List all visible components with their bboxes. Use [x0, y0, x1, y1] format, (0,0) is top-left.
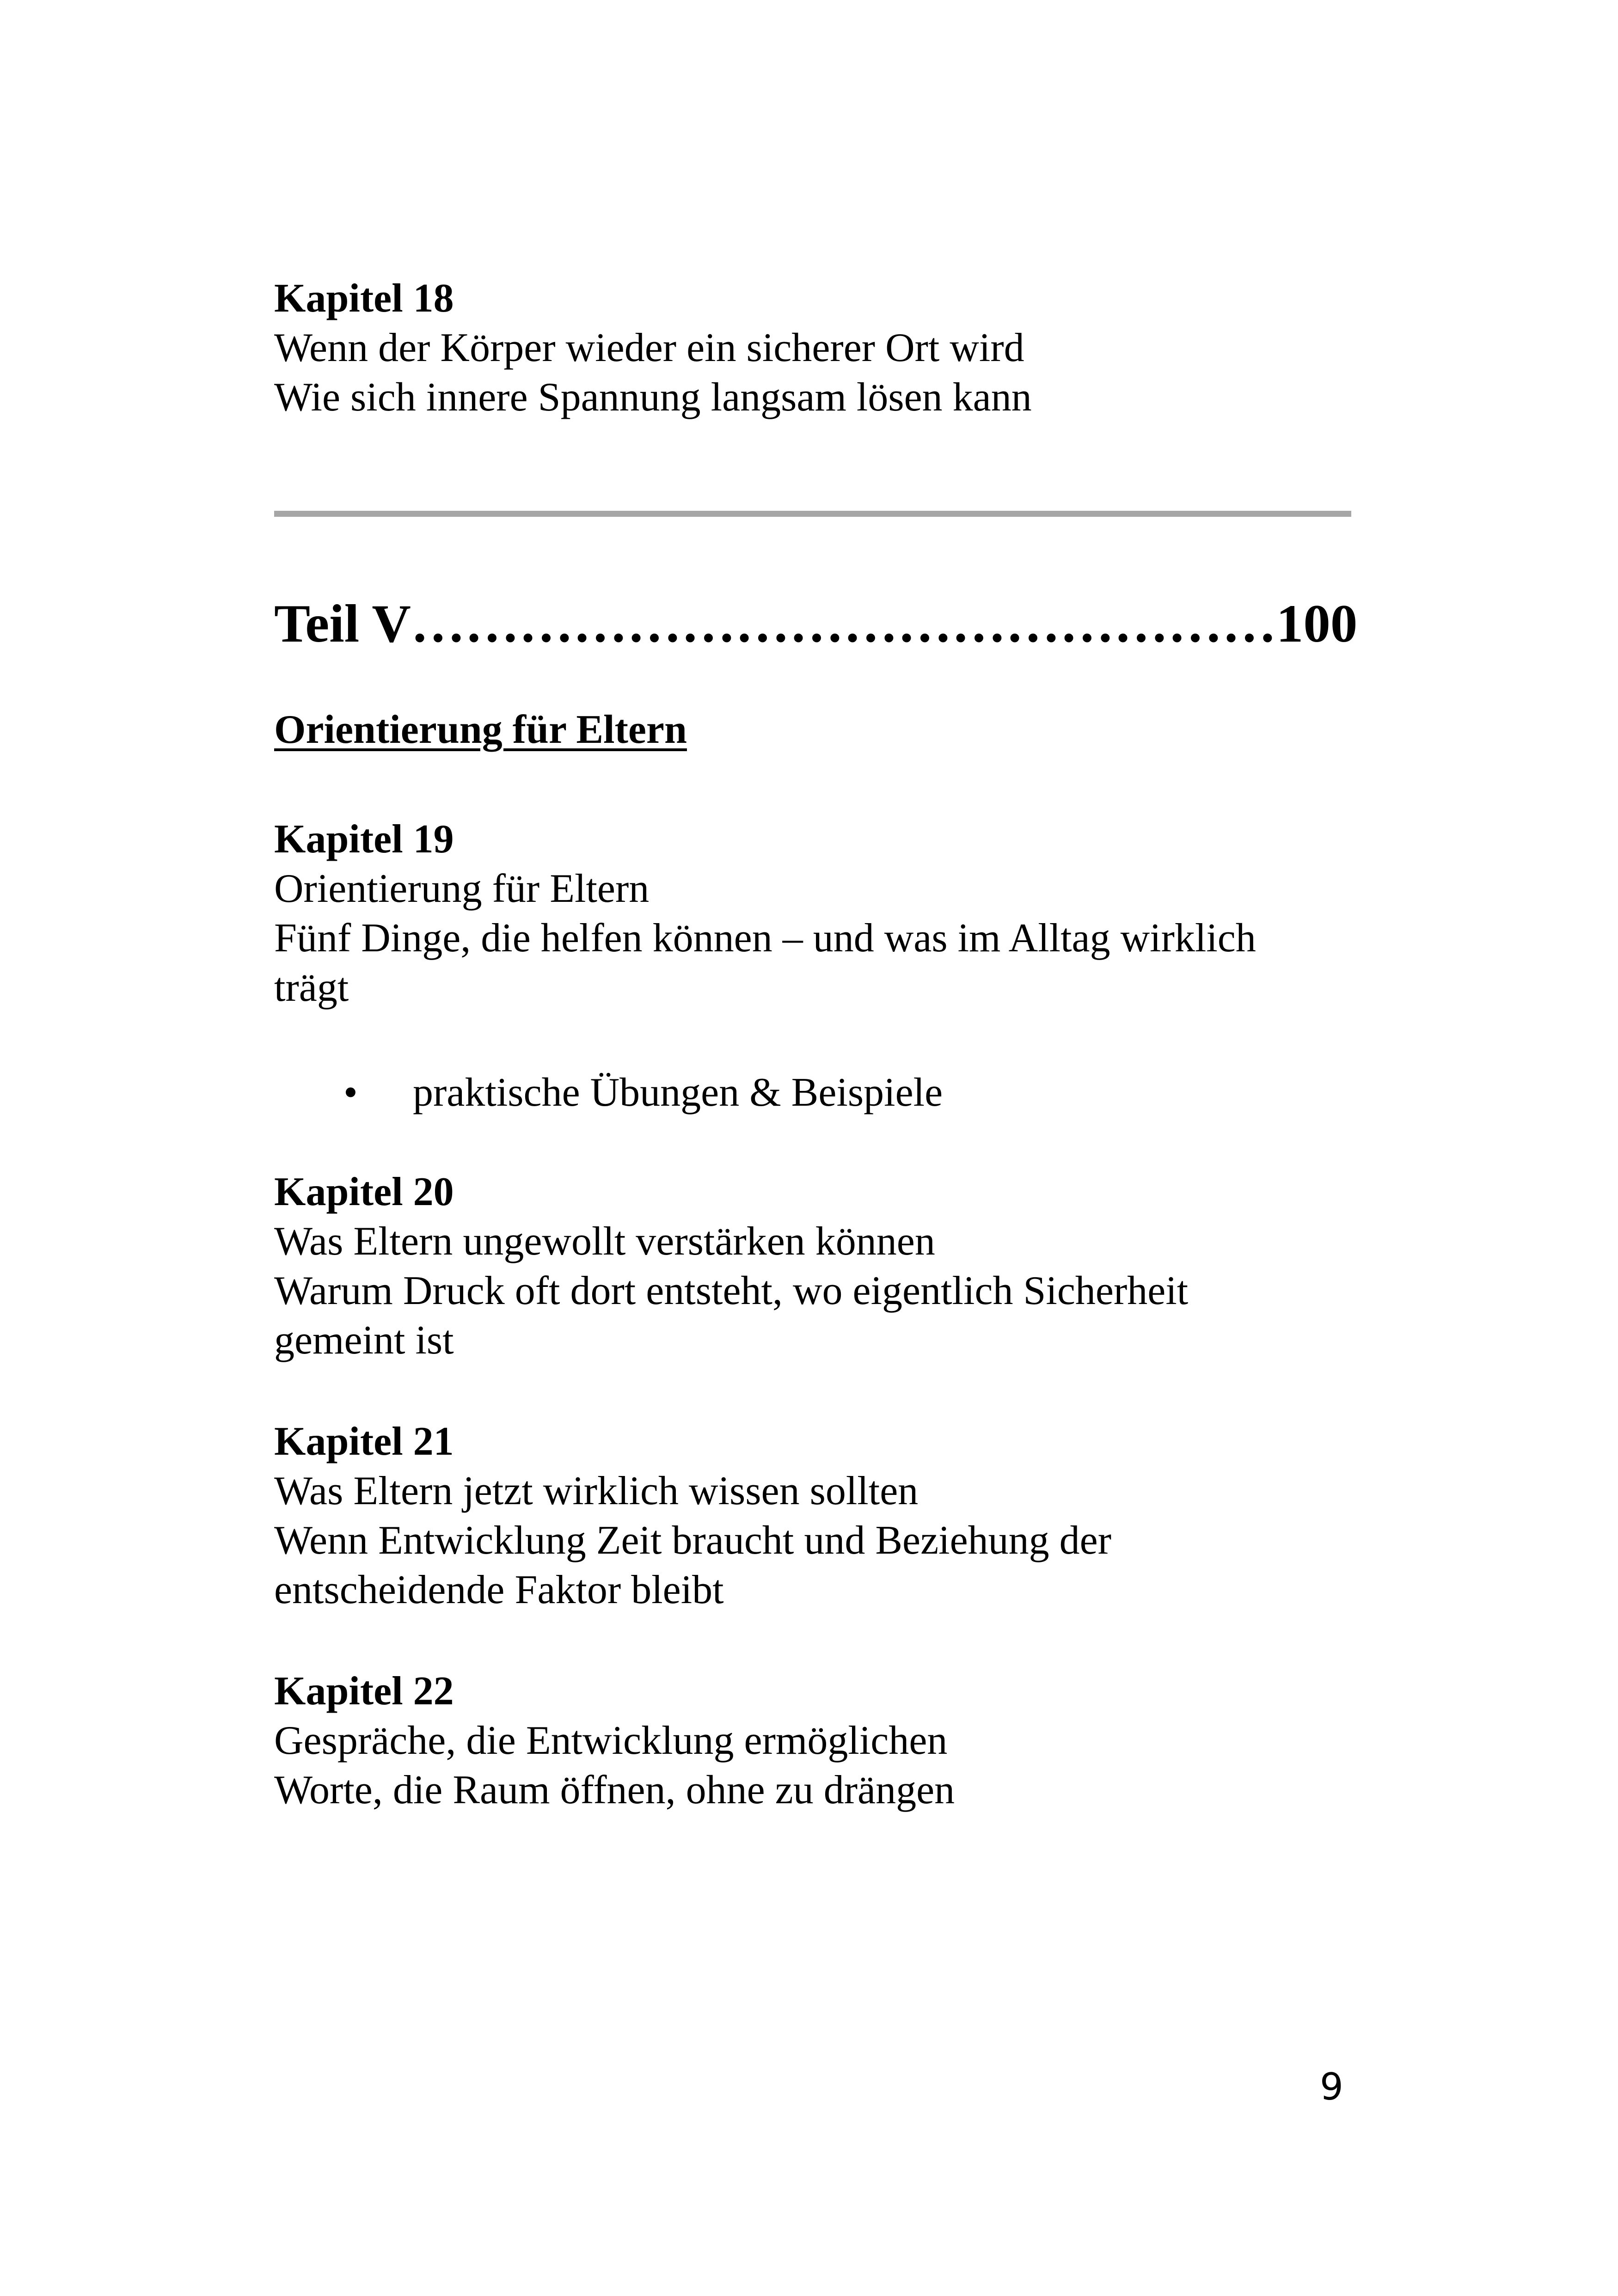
chapter-22-entry	[274, 1666, 1361, 1815]
section-title-block	[274, 705, 1361, 754]
chapter-subtitle: Worte, die Raum öffnen, ohne zu drängen	[274, 1768, 955, 1812]
chapter-subtitle: Warum Druck oft dort entsteht, wo eigentlich Sicherheit	[274, 1268, 1189, 1313]
chapter-19-entry	[274, 814, 1361, 1012]
section-divider	[274, 511, 1351, 517]
chapter-subtitle: Wenn Entwicklung Zeit braucht und Beziehung der	[274, 1518, 1112, 1563]
chapter-heading: Kapitel 21	[274, 1419, 454, 1464]
chapter-title: Was Eltern ungewollt verstärken können	[274, 1219, 935, 1264]
chapter-subtitle: Wie sich innere Spannung langsam lösen kann	[274, 375, 1032, 420]
page-number: 9	[1320, 2065, 1343, 2108]
chapter-title: Gespräche, die Entwicklung ermöglichen	[274, 1718, 948, 1763]
bullet-text: praktische Übungen & Beispiele	[413, 1070, 943, 1115]
chapter-subtitle-continued: trägt	[274, 965, 349, 1010]
part-entry	[274, 592, 1361, 656]
chapter-title: Wenn der Körper wieder ein sicherer Ort wird	[274, 325, 1024, 370]
chapter-heading: Kapitel 18	[274, 276, 454, 321]
chapter-21-entry	[274, 1417, 1361, 1615]
chapter-subtitle: Fünf Dinge, die helfen können – und was im Alltag wirklich	[274, 916, 1256, 961]
chapter-title: Orientierung für Eltern	[274, 866, 650, 911]
part-label: Teil V	[274, 594, 411, 654]
chapter-title: Was Eltern jetzt wirklich wissen sollten	[274, 1469, 919, 1513]
chapter-heading: Kapitel 20	[274, 1169, 454, 1214]
chapter-heading: Kapitel 22	[274, 1669, 454, 1714]
chapter-18-entry	[274, 274, 1361, 422]
chapter-20-entry	[274, 1167, 1361, 1365]
part-page-number: 100	[1276, 594, 1358, 654]
part-dot-leader: …………………………………………	[411, 594, 1276, 654]
chapter-subtitle-continued: gemeint ist	[274, 1318, 454, 1363]
section-title: Orientierung für Eltern	[274, 707, 687, 752]
chapter-heading: Kapitel 19	[274, 817, 454, 862]
part-line	[274, 592, 1361, 656]
bullet-icon: •	[343, 1070, 358, 1115]
chapter-subtitle-continued: entscheidende Faktor bleibt	[274, 1567, 724, 1612]
